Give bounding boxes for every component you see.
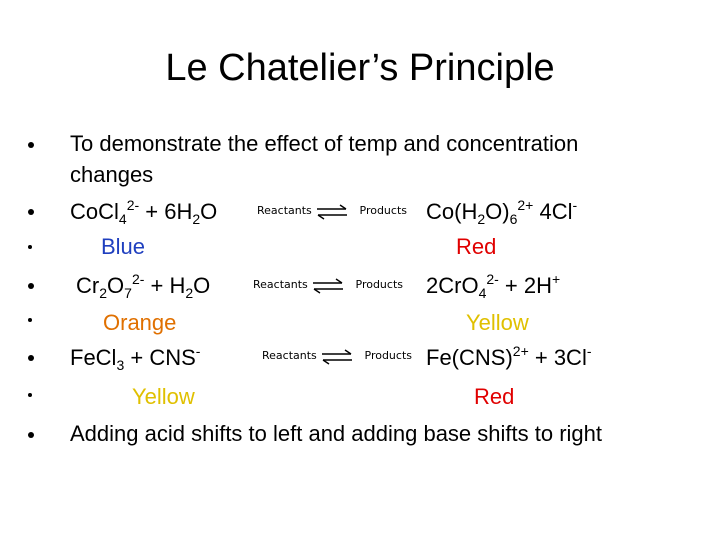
reaction1-left-sub: 4 bbox=[118, 211, 127, 227]
reaction1-left-sub2: 2 bbox=[192, 211, 201, 227]
reaction3-left-text2: + CNS bbox=[124, 345, 196, 370]
bullet-marker bbox=[28, 318, 38, 324]
reaction3-left bbox=[70, 344, 200, 372]
equilibrium-arrow-icon bbox=[316, 204, 348, 220]
reactants-label: Reactants bbox=[262, 349, 317, 362]
bullet-marker bbox=[28, 432, 38, 438]
color-label-yellow: Yellow bbox=[132, 384, 195, 409]
reaction2-right-sup2: + bbox=[552, 271, 561, 287]
reaction2-right-text: 2CrO bbox=[426, 273, 479, 298]
reaction1-right-sub: 2 bbox=[477, 211, 486, 227]
reaction2-left-text2: O bbox=[107, 273, 125, 298]
bullet-marker bbox=[28, 355, 38, 361]
reaction1-right-text2: O) bbox=[485, 199, 510, 224]
reaction3-right-text: Fe(CNS) bbox=[426, 345, 513, 370]
products-label: Products bbox=[359, 204, 407, 217]
reaction2-left-text4: O bbox=[193, 273, 211, 298]
color-label-red: Red bbox=[456, 234, 497, 259]
bullet-marker bbox=[28, 245, 38, 251]
products-label: Products bbox=[355, 278, 403, 291]
reaction3-left-sub: 3 bbox=[116, 357, 125, 373]
bullet-marker bbox=[28, 142, 38, 148]
reaction1-left bbox=[70, 198, 217, 226]
reaction1-left-sup: 2- bbox=[126, 197, 140, 213]
reaction2-left-sub2: 7 bbox=[124, 285, 132, 301]
equilibrium-arrow-icon bbox=[321, 349, 353, 365]
bullet-marker bbox=[28, 209, 38, 215]
reaction2-left-text3: + H bbox=[144, 273, 186, 298]
reaction3-right-text2: + 3Cl bbox=[528, 345, 587, 370]
reaction2-right bbox=[426, 272, 560, 300]
reaction2-right-sub: 4 bbox=[478, 285, 487, 301]
intro-line-1: To demonstrate the effect of temp and concentration bbox=[70, 131, 579, 156]
bullet-marker bbox=[28, 283, 38, 289]
reaction2-left bbox=[76, 272, 210, 300]
conclusion-text: Adding acid shifts to left and adding base shifts to right bbox=[70, 421, 602, 446]
reaction1-right bbox=[426, 198, 577, 226]
color-label-yellow: Yellow bbox=[466, 310, 529, 335]
color-label-orange: Orange bbox=[103, 310, 177, 335]
slide-title: Le Chatelier’s Principle bbox=[165, 47, 555, 89]
reaction2-right-sup: 2- bbox=[486, 271, 499, 287]
reaction1-right-sup: 2+ bbox=[517, 197, 534, 213]
reactants-label: Reactants bbox=[257, 204, 312, 217]
equilibrium-arrow-icon bbox=[312, 278, 344, 294]
reaction1-left-text: CoCl bbox=[70, 199, 119, 224]
products-label: Products bbox=[364, 349, 412, 362]
equilibrium-arrow bbox=[257, 202, 407, 222]
reaction1-left-text3: O bbox=[200, 199, 218, 224]
intro-line-2: changes bbox=[70, 162, 154, 187]
reaction2-left-sup: 2- bbox=[131, 271, 145, 287]
reaction1-left-text2: + 6H bbox=[139, 199, 193, 224]
color-label-blue: Blue bbox=[101, 234, 146, 259]
reaction3-left-sup: - bbox=[195, 343, 201, 359]
reaction3-left-text: FeCl bbox=[70, 345, 117, 370]
reactants-label: Reactants bbox=[253, 278, 308, 291]
reaction2-left-sub: 2 bbox=[99, 285, 108, 301]
reaction1-right-text: Co(H bbox=[426, 199, 478, 224]
reaction2-left-text: Cr bbox=[76, 273, 100, 298]
reaction3-right bbox=[426, 344, 592, 372]
reaction1-right-sub2: 6 bbox=[509, 211, 518, 227]
bullet-marker bbox=[28, 393, 38, 399]
reaction1-right-sup2: - bbox=[572, 197, 578, 213]
equilibrium-arrow bbox=[262, 347, 412, 367]
color-label-red: Red bbox=[474, 384, 515, 409]
reaction3-right-sup: 2+ bbox=[512, 343, 529, 359]
reaction2-right-text2: + 2H bbox=[498, 273, 553, 298]
reaction3-right-sup2: - bbox=[586, 343, 592, 359]
equilibrium-arrow bbox=[253, 276, 403, 296]
reaction1-right-text3: 4Cl bbox=[533, 199, 573, 224]
reaction2-left-sub3: 2 bbox=[185, 285, 194, 301]
